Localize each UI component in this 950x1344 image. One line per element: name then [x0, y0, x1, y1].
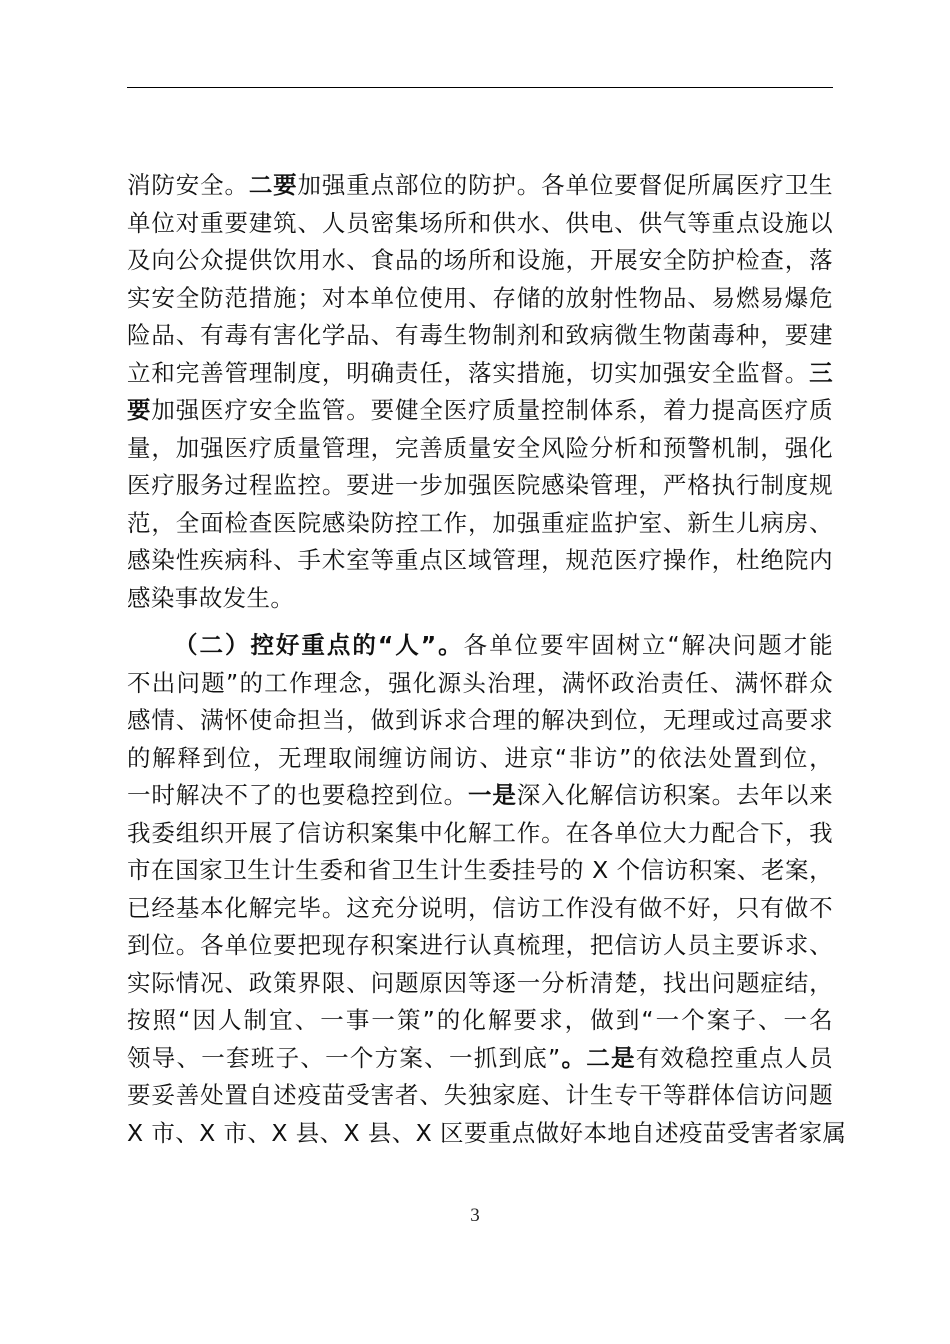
- text-line: [127, 205, 833, 243]
- text-run: 感情、满怀使命担当，做到诉求合理的解决到位，无理或过高要求: [127, 706, 833, 734]
- text-line: [127, 927, 833, 965]
- text-run: 量，加强医疗质量管理，完善质量安全风险分析和预警机制，强化: [127, 433, 833, 462]
- text-line: [127, 852, 833, 890]
- header-rule: [127, 87, 833, 88]
- text-run: 各单位要牢固树立“解决问题才能: [463, 631, 833, 659]
- text-line: [127, 280, 833, 318]
- text-line: [127, 777, 833, 815]
- text-line: [127, 1115, 847, 1153]
- text-run: 立和完善管理制度，明确责任，落实措施，切实加强安全监督。: [127, 358, 810, 387]
- text-line: [127, 505, 833, 543]
- paragraph-gap: [127, 617, 833, 627]
- text-run: 到位。各单位要把现存积案进行认真梳理，把信访人员主要诉求、: [127, 931, 833, 959]
- text-line: [127, 1040, 833, 1078]
- text-run: 加强医疗安全监管。要健全医疗质量控制体系，着力提高医疗质: [151, 396, 834, 424]
- text-line: [127, 542, 833, 580]
- document-body: [127, 167, 847, 1152]
- bold-text-run: （二）控好重点的“人”。: [174, 631, 464, 659]
- text-run: 按照“因人制宜、一事一策”的化解要求，做到“一个案子、一名: [127, 1006, 833, 1034]
- text-run: 加强重点部位的防护。各单位要督促所属医疗卫生: [297, 171, 834, 199]
- text-run: 不出问题”的工作理念，强化源头治理，满怀政治责任、满怀群众: [127, 668, 833, 697]
- text-run: 医疗服务过程监控。要进一步加强医院感染管理，严格执行制度规: [127, 471, 833, 499]
- page-number: 3: [470, 1205, 480, 1226]
- text-run: 已经基本化解完毕。这充分说明，信访工作没有做不好，只有做不: [127, 893, 833, 922]
- text-run: 的解释到位，无理取闹缠访闹访、进京“非访”的依法处置到位，: [127, 743, 833, 772]
- bold-text-run: 。二是: [560, 1043, 636, 1072]
- text-run: 一时解决不了的也要稳控到位。: [127, 781, 469, 809]
- text-run: 市在国家卫生计生委和省卫生计生委挂号的 X 个信访积案、老案，: [127, 856, 833, 884]
- bold-text-run: 二要: [248, 171, 298, 199]
- text-line: [127, 665, 833, 703]
- text-run: 感染事故发生。: [127, 583, 295, 612]
- text-run: 范，全面检查医院感染防控工作，加强重症监护室、新生儿病房、: [127, 508, 833, 537]
- text-line: [127, 627, 833, 665]
- text-line: [127, 965, 833, 1003]
- text-line: [127, 392, 833, 430]
- bold-text-run: 要: [127, 396, 152, 424]
- text-line: [127, 702, 833, 740]
- text-line: [127, 580, 833, 618]
- text-line: [127, 1002, 833, 1040]
- text-line: [127, 1077, 833, 1115]
- text-line: [127, 890, 833, 928]
- text-run: 领导、一套班子、一个方案、一抓到底”: [127, 1043, 561, 1072]
- text-run: 深入化解信访积案。去年以来: [516, 781, 833, 809]
- text-run: 实际情况、政策界限、问题原因等逐一分析清楚，找出问题症结，: [127, 968, 833, 997]
- text-run: 感染性疾病科、手术室等重点区域管理，规范医疗操作，杜绝院内: [127, 546, 833, 574]
- text-run: 我委组织开展了信访积案集中化解工作。在各单位大力配合下，我: [127, 818, 833, 847]
- text-run: 实安全防范措施；对本单位使用、存储的放射性物品、易燃易爆危: [127, 283, 833, 312]
- paragraph: [127, 167, 833, 617]
- text-run: 及向公众提供饮用水、食品的场所和设施，开展安全防护检查，落: [127, 246, 833, 274]
- text-run: X 市、X 市、X 县、X 县、X 区要重点做好本地自述疫苗受害者家属: [127, 1118, 847, 1147]
- bold-text-run: 一是: [468, 781, 517, 809]
- bold-text-run: 三: [809, 358, 833, 387]
- paragraph: [127, 627, 847, 1152]
- text-run: 有效稳控重点人员: [635, 1043, 834, 1072]
- text-run: 消防安全。: [127, 171, 249, 199]
- text-line: [127, 740, 833, 778]
- text-run: 要妥善处置自述疫苗受害者、失独家庭、计生专干等群体信访问题: [127, 1081, 833, 1109]
- text-line: [127, 430, 833, 468]
- text-line: [127, 317, 833, 355]
- text-line: [127, 355, 833, 393]
- text-run: 险品、有毒有害化学品、有毒生物制剂和致病微生物菌毒种，要建: [127, 321, 833, 349]
- text-line: [127, 242, 833, 280]
- text-run: 单位对重要建筑、人员密集场所和供水、供电、供气等重点设施以: [127, 208, 833, 237]
- text-line: [127, 167, 833, 205]
- text-line: [127, 815, 833, 853]
- text-line: [127, 467, 833, 505]
